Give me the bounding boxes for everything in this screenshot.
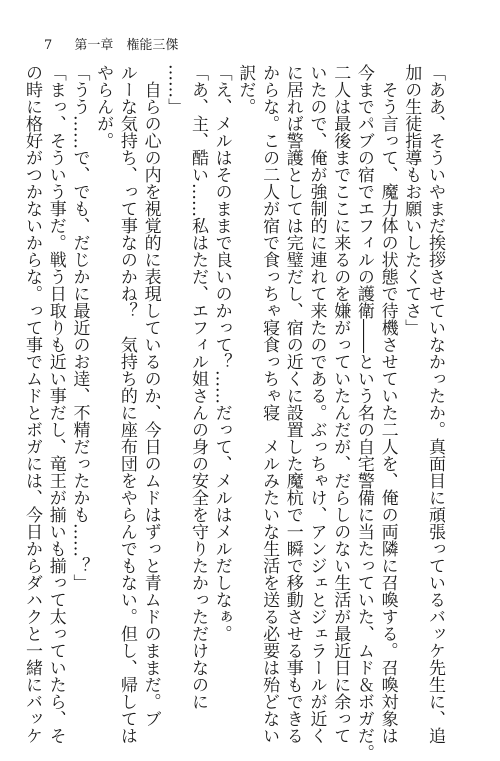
text-line: の時に格好がつかないからな。って事でムドとボガには、今日からダハクと一緒にバッケ: [22, 64, 43, 744]
text-line: いたので、俺が強制的に連れて来たのである。ぶっちゃけ、アンジェとジェラールが近く: [306, 64, 327, 744]
text-line: 二人は最後までここに来るのを嫌がっていたんだが、だらしのない生活が最近日に余って: [330, 64, 351, 744]
running-header: [44, 34, 178, 53]
chapter-title: 第一章 権能三傑: [74, 38, 179, 53]
text-line: 「え、メルはそのままで良いのかって？……だって、メルはメルだしなぁ。: [211, 64, 232, 642]
text-line: 自らの心の内を視覚的に表現しているのか、今日のムドはずっと青ムドのままだ。ブ: [140, 64, 161, 727]
vertical-body-text: [22, 64, 446, 761]
text-line: ルーな気持ち、って事なのかね？ 気持ち的に座布団をやらんでもない。但し、帰しては: [116, 64, 137, 744]
text-line: 「あ、主、酷い……私はただ、エフィル姐さんの身の安全を守りたかっただけなのに: [187, 64, 208, 710]
text-line: からな。この二人が宿で食っちゃ寝食っちゃ寝 メルみたいな生活を送る必要は殆どない: [259, 64, 280, 744]
text-line: 「うう……で、でも、だじかに最近のお逹、不精だったかも……？」: [69, 64, 90, 591]
text-line: そう言って、魔力体の状態で待機させていた二人を、俺の両隣に召喚する。召喚対象は: [377, 64, 398, 744]
text-line: 今までパブの宿でエフィルの護衛――という名の自宅警備に当たっていた、ムド＆ボガだ。: [353, 64, 374, 761]
text-line: 「ああ、そういやまだ挨拶させていなかったか。真面目に頑張っているバッケ先生に、追: [425, 64, 445, 744]
text-line: 加の生徒指導もお願いしたくてさ」: [401, 64, 422, 336]
text-line: 「まっ、そういう事だ。戦う日取りも近い事だし、竜王が揃いも揃って太っていたら、そ: [45, 64, 66, 744]
page-number: 7: [44, 38, 53, 53]
text-line: 訳だ。: [235, 64, 256, 115]
text-line: ……」: [164, 64, 185, 115]
text-line: に居れば警護としては完璧だし、宿の近くに設置した魔杭で一瞬で移動させる事もできる: [282, 64, 303, 744]
text-line: やらんが。: [93, 64, 114, 149]
